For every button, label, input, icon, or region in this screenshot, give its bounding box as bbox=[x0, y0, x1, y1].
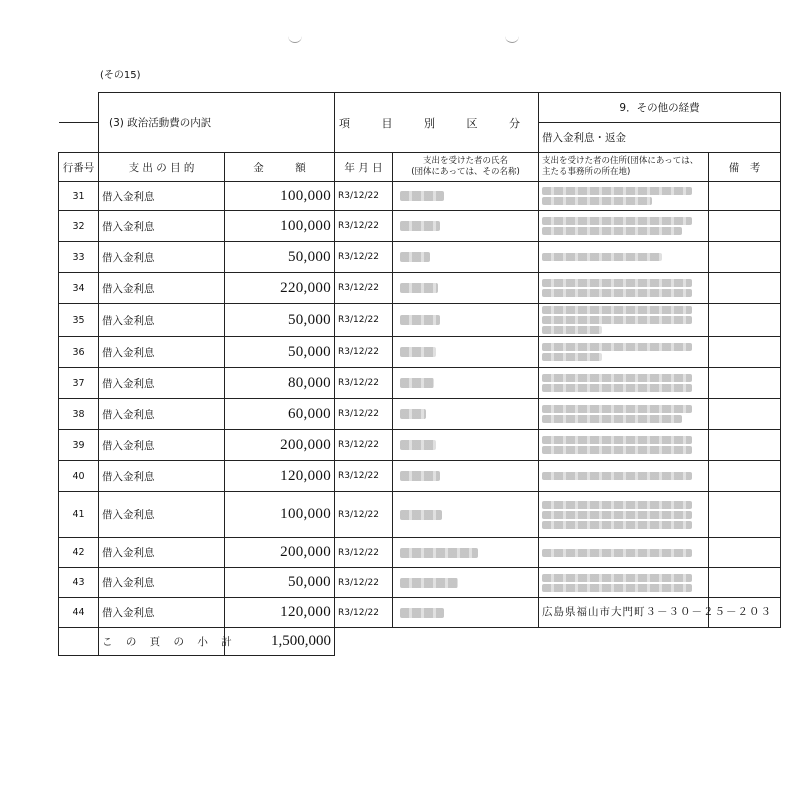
expense-amount: 50,000 bbox=[225, 568, 335, 598]
remarks-cell bbox=[709, 568, 781, 598]
redaction-blur bbox=[400, 315, 440, 325]
subtotal-amount: 1,500,000 bbox=[225, 628, 335, 656]
remarks-cell bbox=[709, 399, 781, 430]
category-heading: 項 目 別 区 分 bbox=[335, 93, 539, 153]
table-row bbox=[59, 273, 781, 304]
table-row bbox=[59, 568, 781, 598]
subtotal-blank bbox=[59, 628, 99, 656]
expense-breakdown-table bbox=[58, 92, 781, 656]
expense-date: R3/12/22 bbox=[335, 538, 393, 568]
recipient-name-redacted bbox=[393, 568, 539, 598]
recipient-name-redacted bbox=[393, 304, 539, 337]
expense-purpose: 借入金利息 bbox=[99, 568, 225, 598]
expense-date: R3/12/22 bbox=[335, 430, 393, 461]
remarks-cell bbox=[709, 538, 781, 568]
redaction-blur bbox=[400, 471, 440, 481]
expense-purpose: 借入金利息 bbox=[99, 430, 225, 461]
expense-date: R3/12/22 bbox=[335, 304, 393, 337]
redaction-blur bbox=[400, 283, 438, 293]
expense-purpose: 借入金利息 bbox=[99, 273, 225, 304]
recipient-name-redacted bbox=[393, 598, 539, 628]
expense-purpose: 借入金利息 bbox=[99, 538, 225, 568]
remarks-cell bbox=[709, 368, 781, 399]
expense-amount: 100,000 bbox=[225, 182, 335, 211]
redaction-blur bbox=[400, 548, 478, 558]
category-name: 9．その他の経費 bbox=[539, 93, 781, 123]
remarks-cell bbox=[709, 242, 781, 273]
redaction-blur bbox=[400, 510, 442, 520]
row-number: 36 bbox=[59, 337, 99, 368]
redaction-blur bbox=[542, 501, 692, 509]
expense-amount: 100,000 bbox=[225, 492, 335, 538]
row-number: 43 bbox=[59, 568, 99, 598]
expense-date: R3/12/22 bbox=[335, 273, 393, 304]
row-number: 32 bbox=[59, 211, 99, 242]
table-row bbox=[59, 399, 781, 430]
expense-date: R3/12/22 bbox=[335, 337, 393, 368]
redaction-blur bbox=[542, 279, 692, 287]
corner-blank-2 bbox=[59, 123, 99, 153]
redaction-blur bbox=[542, 384, 692, 392]
expense-amount: 80,000 bbox=[225, 368, 335, 399]
remarks-cell bbox=[709, 430, 781, 461]
expense-amount: 120,000 bbox=[225, 461, 335, 492]
table-row bbox=[59, 211, 781, 242]
remarks-cell bbox=[709, 304, 781, 337]
redaction-blur bbox=[542, 217, 692, 225]
recipient-address bbox=[539, 568, 709, 598]
recipient-name-redacted bbox=[393, 337, 539, 368]
recipient-address bbox=[539, 538, 709, 568]
col-purpose: 支 出 の 目 的 bbox=[99, 153, 225, 182]
col-amount: 金 額 bbox=[225, 153, 335, 182]
redaction-blur bbox=[400, 608, 444, 618]
table-row bbox=[59, 337, 781, 368]
col-remarks: 備 考 bbox=[709, 153, 781, 182]
recipient-address bbox=[539, 242, 709, 273]
recipient-name-redacted bbox=[393, 492, 539, 538]
expense-date: R3/12/22 bbox=[335, 461, 393, 492]
recipient-name-redacted bbox=[393, 211, 539, 242]
table-row bbox=[59, 461, 781, 492]
recipient-address: 広島県福山市大門町３－３０－２５－２０３ bbox=[539, 598, 709, 628]
redaction-blur bbox=[400, 347, 436, 357]
redaction-blur bbox=[400, 221, 440, 231]
row-number: 39 bbox=[59, 430, 99, 461]
sub-category: 借入金利息・返金 bbox=[539, 123, 781, 153]
redaction-blur bbox=[542, 187, 692, 195]
redaction-blur bbox=[542, 306, 692, 314]
expense-purpose: 借入金利息 bbox=[99, 211, 225, 242]
expense-purpose: 借入金利息 bbox=[99, 337, 225, 368]
redaction-blur bbox=[400, 440, 436, 450]
recipient-name-redacted bbox=[393, 273, 539, 304]
col-recipient-address: 支出を受けた者の住所(団体にあっては、主たる事務所の所在地) bbox=[539, 153, 709, 182]
expense-date: R3/12/22 bbox=[335, 211, 393, 242]
subtotal-row bbox=[59, 628, 781, 656]
table-row bbox=[59, 242, 781, 273]
expense-date: R3/12/22 bbox=[335, 399, 393, 430]
corner-blank bbox=[59, 93, 99, 123]
col-row-no: 行番号 bbox=[59, 153, 99, 182]
expense-date: R3/12/22 bbox=[335, 182, 393, 211]
redaction-blur bbox=[542, 446, 692, 454]
recipient-address bbox=[539, 492, 709, 538]
recipient-address bbox=[539, 368, 709, 399]
expense-purpose: 借入金利息 bbox=[99, 598, 225, 628]
expense-amount: 200,000 bbox=[225, 538, 335, 568]
recipient-address bbox=[539, 304, 709, 337]
redaction-blur bbox=[542, 374, 692, 382]
remarks-cell bbox=[709, 182, 781, 211]
recipient-name-redacted bbox=[393, 368, 539, 399]
punch-hole-left bbox=[288, 30, 302, 43]
table-row bbox=[59, 538, 781, 568]
expense-purpose: 借入金利息 bbox=[99, 368, 225, 399]
expense-date: R3/12/22 bbox=[335, 492, 393, 538]
redaction-blur bbox=[542, 353, 602, 361]
expense-amount: 120,000 bbox=[225, 598, 335, 628]
redaction-blur bbox=[542, 326, 602, 334]
row-number: 42 bbox=[59, 538, 99, 568]
row-number: 37 bbox=[59, 368, 99, 399]
subtotal-empty bbox=[335, 628, 781, 656]
punch-hole-right bbox=[505, 30, 519, 43]
expense-purpose: 借入金利息 bbox=[99, 461, 225, 492]
expense-date: R3/12/22 bbox=[335, 242, 393, 273]
expense-purpose: 借入金利息 bbox=[99, 182, 225, 211]
remarks-cell bbox=[709, 273, 781, 304]
table-row bbox=[59, 492, 781, 538]
row-number: 34 bbox=[59, 273, 99, 304]
table-row bbox=[59, 368, 781, 399]
redaction-blur bbox=[542, 436, 692, 444]
expense-purpose: 借入金利息 bbox=[99, 242, 225, 273]
redaction-blur bbox=[542, 472, 692, 480]
redaction-blur bbox=[542, 289, 692, 297]
row-number: 31 bbox=[59, 182, 99, 211]
row-number: 44 bbox=[59, 598, 99, 628]
redaction-blur bbox=[542, 227, 682, 235]
column-header-row bbox=[59, 153, 781, 182]
redaction-blur bbox=[400, 191, 444, 201]
row-number: 40 bbox=[59, 461, 99, 492]
expense-amount: 50,000 bbox=[225, 242, 335, 273]
expense-amount: 50,000 bbox=[225, 304, 335, 337]
expense-amount: 220,000 bbox=[225, 273, 335, 304]
subtotal-label: こ の 頁 の 小 計 bbox=[99, 628, 225, 656]
table-row bbox=[59, 304, 781, 337]
expense-date: R3/12/22 bbox=[335, 598, 393, 628]
redaction-blur bbox=[542, 197, 652, 205]
redaction-blur bbox=[400, 409, 426, 419]
page-number-note: (その15) bbox=[100, 70, 141, 81]
row-number: 41 bbox=[59, 492, 99, 538]
redaction-blur bbox=[542, 549, 692, 557]
redaction-blur bbox=[542, 405, 692, 413]
recipient-address bbox=[539, 461, 709, 492]
recipient-name-redacted bbox=[393, 430, 539, 461]
remarks-cell bbox=[709, 461, 781, 492]
expense-purpose: 借入金利息 bbox=[99, 492, 225, 538]
remarks-cell bbox=[709, 211, 781, 242]
row-number: 33 bbox=[59, 242, 99, 273]
recipient-address bbox=[539, 182, 709, 211]
recipient-name-redacted bbox=[393, 182, 539, 211]
recipient-name-redacted bbox=[393, 399, 539, 430]
row-number: 35 bbox=[59, 304, 99, 337]
redaction-blur bbox=[400, 578, 458, 588]
expense-amount: 100,000 bbox=[225, 211, 335, 242]
recipient-address bbox=[539, 430, 709, 461]
col-recipient-name: 支出を受けた者の氏名 (団体にあっては、その名称) bbox=[393, 153, 539, 182]
remarks-cell bbox=[709, 492, 781, 538]
redaction-blur bbox=[542, 511, 692, 519]
redaction-blur bbox=[542, 584, 692, 592]
recipient-name-redacted bbox=[393, 461, 539, 492]
redaction-blur bbox=[542, 415, 682, 423]
redaction-blur bbox=[542, 253, 662, 261]
recipient-address bbox=[539, 337, 709, 368]
redaction-blur bbox=[542, 574, 692, 582]
recipient-address bbox=[539, 399, 709, 430]
redaction-blur bbox=[400, 378, 434, 388]
expense-amount: 60,000 bbox=[225, 399, 335, 430]
expense-date: R3/12/22 bbox=[335, 568, 393, 598]
redaction-blur bbox=[542, 343, 692, 351]
expense-amount: 200,000 bbox=[225, 430, 335, 461]
col-date: 年 月 日 bbox=[335, 153, 393, 182]
table-row bbox=[59, 430, 781, 461]
expense-purpose: 借入金利息 bbox=[99, 399, 225, 430]
expense-purpose: 借入金利息 bbox=[99, 304, 225, 337]
redaction-blur bbox=[542, 521, 692, 529]
section-title: (3) 政治活動費の内訳 bbox=[99, 93, 335, 153]
row-number: 38 bbox=[59, 399, 99, 430]
redaction-blur bbox=[542, 316, 692, 324]
remarks-cell bbox=[709, 337, 781, 368]
table-row bbox=[59, 598, 781, 628]
recipient-name-redacted bbox=[393, 242, 539, 273]
expense-amount: 50,000 bbox=[225, 337, 335, 368]
table-row bbox=[59, 182, 781, 211]
recipient-address bbox=[539, 211, 709, 242]
expense-date: R3/12/22 bbox=[335, 368, 393, 399]
recipient-address bbox=[539, 273, 709, 304]
recipient-name-redacted bbox=[393, 538, 539, 568]
redaction-blur bbox=[400, 252, 430, 262]
